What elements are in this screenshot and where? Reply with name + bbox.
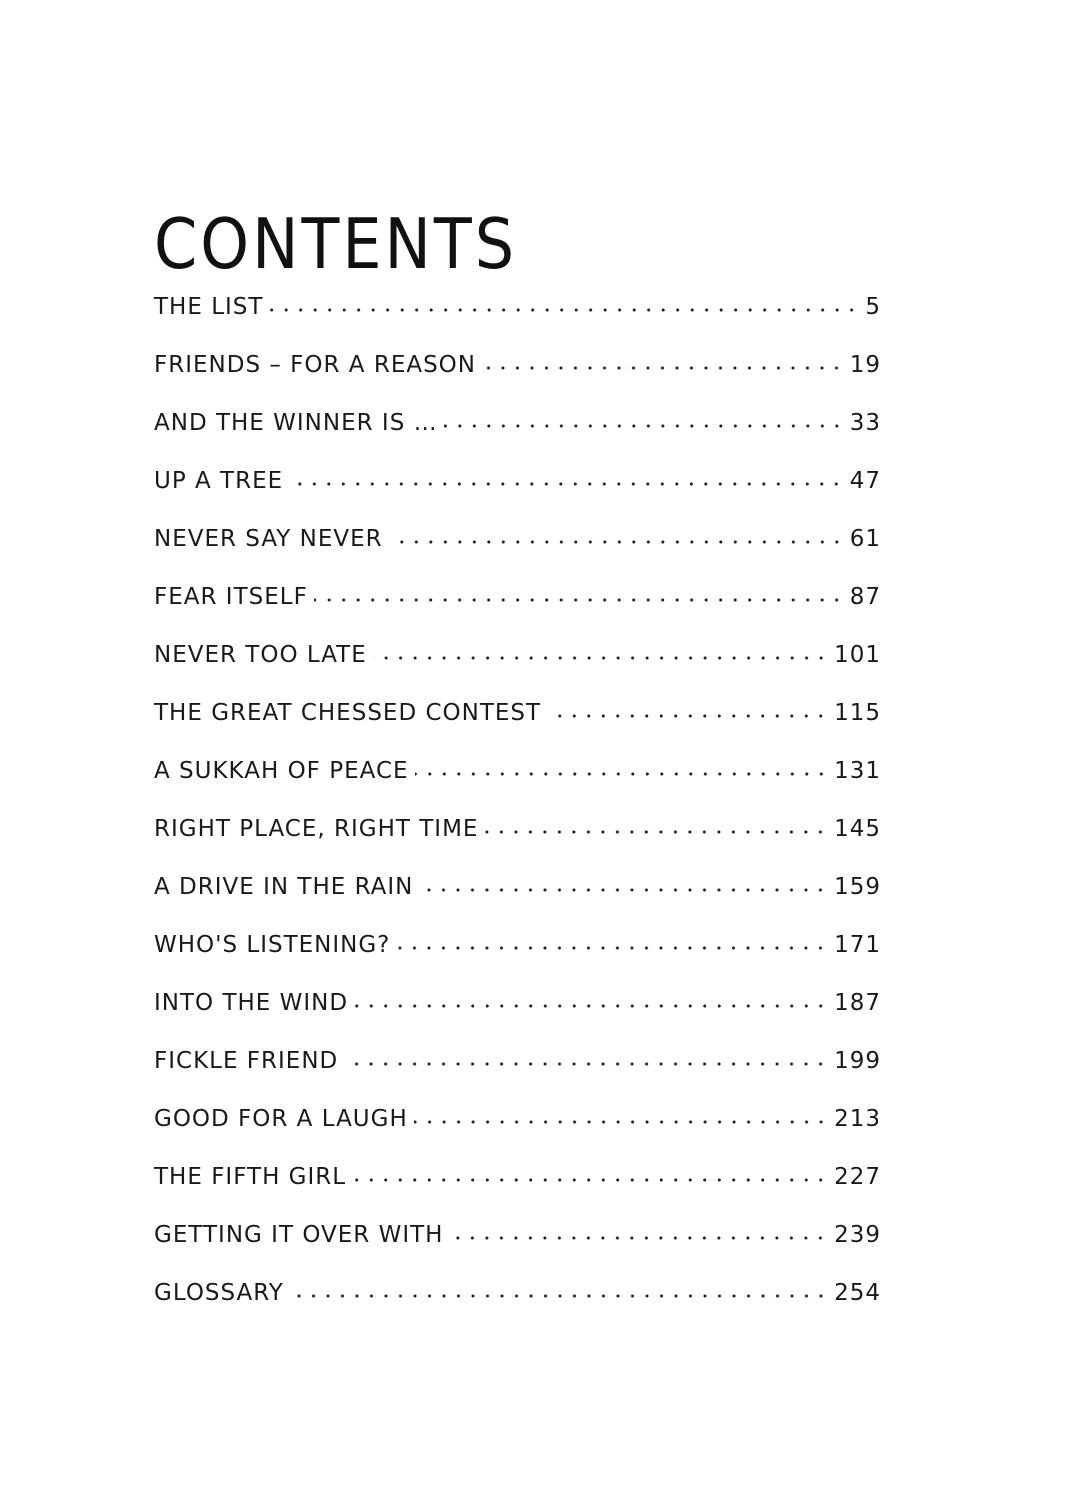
- toc-entry-page-number: 239: [834, 1222, 881, 1248]
- toc-entry-title: THE FIFTH GIRL: [154, 1164, 347, 1190]
- toc-entry-title: GETTING IT OVER WITH: [154, 1222, 444, 1248]
- toc-entry-page-number: 187: [834, 990, 881, 1016]
- table-of-contents: [154, 294, 881, 1338]
- toc-entry-page-number: 47: [849, 468, 881, 494]
- toc-entry[interactable]: [154, 1164, 881, 1222]
- dot-leader: [414, 1120, 828, 1124]
- toc-entry-title: GLOSSARY: [154, 1280, 284, 1306]
- toc-entry-title: FEAR ITSELF: [154, 584, 308, 610]
- toc-entry[interactable]: [154, 874, 881, 932]
- dot-leader: [415, 772, 829, 776]
- toc-entry-page-number: 131: [834, 758, 881, 784]
- dot-leader: [354, 1004, 828, 1008]
- dot-leader: [449, 1236, 828, 1240]
- toc-entry-page-number: 115: [834, 700, 881, 726]
- toc-entry[interactable]: [154, 990, 881, 1048]
- dot-leader: [352, 1178, 828, 1182]
- page-title: CONTENTS: [154, 202, 518, 285]
- toc-entry-page-number: 87: [849, 584, 881, 610]
- toc-entry-page-number: 213: [834, 1106, 881, 1132]
- toc-entry[interactable]: [154, 1048, 881, 1106]
- toc-entry[interactable]: [154, 410, 881, 468]
- dot-leader: [269, 308, 859, 312]
- toc-entry[interactable]: [154, 468, 881, 526]
- dot-leader: [389, 540, 844, 544]
- dot-leader: [314, 598, 844, 602]
- toc-entry[interactable]: [154, 642, 881, 700]
- toc-entry-page-number: 19: [849, 352, 881, 378]
- toc-entry[interactable]: [154, 294, 881, 352]
- toc-entry-title: A SUKKAH OF PEACE: [154, 758, 409, 784]
- toc-entry-page-number: 61: [849, 526, 881, 552]
- toc-entry[interactable]: [154, 1280, 881, 1338]
- dot-leader: [547, 714, 828, 718]
- dot-leader: [444, 424, 844, 428]
- toc-entry-title: THE LIST: [154, 294, 264, 320]
- toc-entry-title: NEVER TOO LATE: [154, 642, 367, 668]
- toc-entry-page-number: 101: [834, 642, 881, 668]
- toc-entry-title: NEVER SAY NEVER: [154, 526, 383, 552]
- toc-entry-title: THE GREAT CHESSED CONTEST: [154, 700, 542, 726]
- toc-entry[interactable]: [154, 816, 881, 874]
- toc-entry-title: WHO'S LISTENING?: [154, 932, 391, 958]
- toc-entry-page-number: 171: [834, 932, 881, 958]
- toc-entry-page-number: 145: [834, 816, 881, 842]
- dot-leader: [290, 1294, 828, 1298]
- toc-entry-page-number: 5: [865, 294, 881, 320]
- dot-leader: [373, 656, 828, 660]
- toc-entry[interactable]: [154, 584, 881, 642]
- toc-entry[interactable]: [154, 1222, 881, 1280]
- toc-entry-page-number: 159: [834, 874, 881, 900]
- dot-leader: [344, 1062, 828, 1066]
- toc-entry[interactable]: [154, 352, 881, 410]
- toc-entry[interactable]: [154, 700, 881, 758]
- toc-entry-page-number: 254: [834, 1280, 881, 1306]
- toc-entry[interactable]: [154, 1106, 881, 1164]
- toc-entry[interactable]: [154, 932, 881, 990]
- dot-leader: [484, 830, 828, 834]
- toc-entry-page-number: 199: [834, 1048, 881, 1074]
- toc-entry-title: AND THE WINNER IS …: [154, 410, 438, 436]
- toc-entry-title: A DRIVE IN THE RAIN: [154, 874, 414, 900]
- toc-entry-title: FICKLE FRIEND: [154, 1048, 339, 1074]
- dot-leader: [289, 482, 844, 486]
- dot-leader: [396, 946, 828, 950]
- toc-entry-title: FRIENDS – FOR A REASON: [154, 352, 476, 378]
- toc-entry-title: INTO THE WIND: [154, 990, 349, 1016]
- toc-entry-title: UP A TREE: [154, 468, 284, 494]
- dot-leader: [482, 366, 844, 370]
- toc-entry-title: GOOD FOR A LAUGH: [154, 1106, 408, 1132]
- toc-entry[interactable]: [154, 526, 881, 584]
- dot-leader: [419, 888, 828, 892]
- toc-entry-page-number: 227: [834, 1164, 881, 1190]
- toc-entry-title: RIGHT PLACE, RIGHT TIME: [154, 816, 479, 842]
- toc-entry[interactable]: [154, 758, 881, 816]
- toc-entry-page-number: 33: [849, 410, 881, 436]
